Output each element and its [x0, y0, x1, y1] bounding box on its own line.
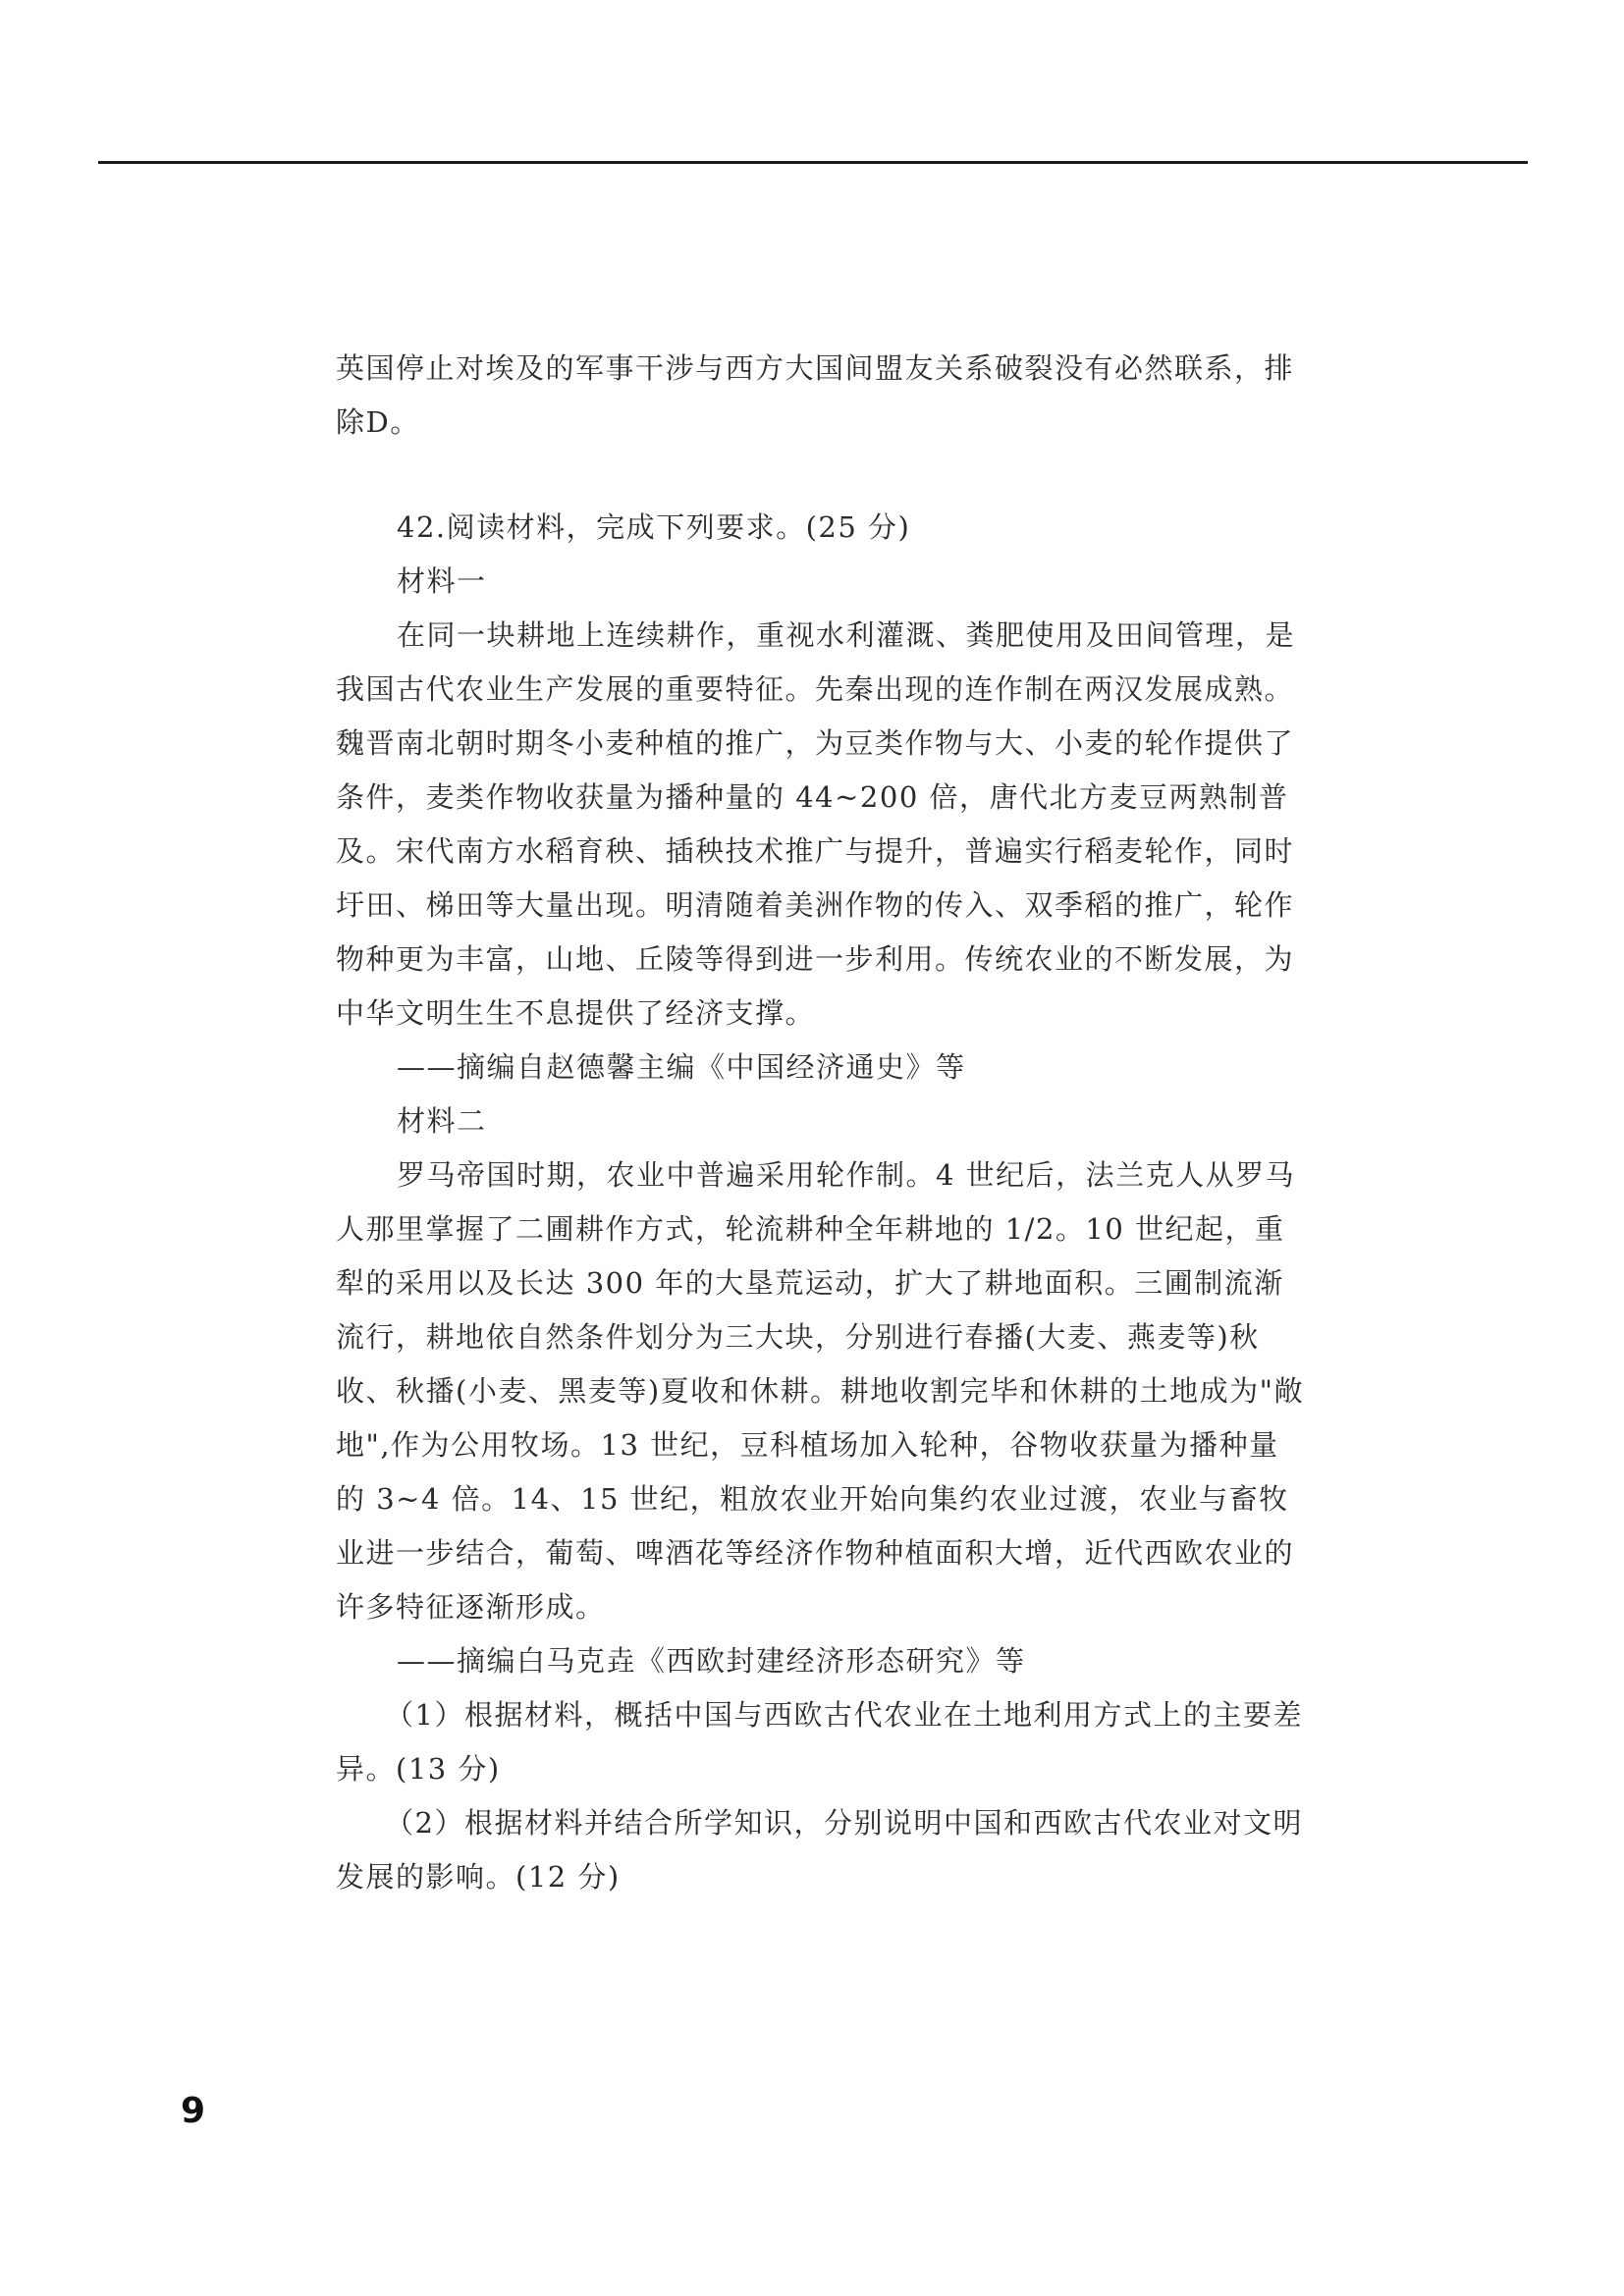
sub-question-1: （1）根据材料，概括中国与西欧古代农业在土地利用方式上的主要差异。(13 分): [336, 1698, 1303, 1786]
previous-answer-continuation: 英国停止对埃及的军事干涉与西方大国间盟友关系破裂没有必然联系，排除D。: [336, 351, 1295, 439]
material-one-label: 材料一: [397, 564, 487, 598]
material-two-body: 罗马帝国时期，农业中普遍采用轮作制。4 世纪后，法兰克人从罗马人那里掌握了二圃耕作方式，轮流耕种全年耕地的 1/2。10 世纪起，重犁的采用以及长达 300 年的大垦荒运动，扩大了耕地面积。三圃制流渐流行，耕地依自然条件划分为三大块，分别进行春播(大麦、燕麦等)秋收、秋播(小麦、黑麦等)夏收和休耕。耕地收割完毕和休耕的土地成为"敞地",作为公用牧场。13 世纪，豆科植场加入轮种，谷物收获量为播种量的 3~4 倍。14、15 世纪，粗放农业开始向集约农业过渡，农业与畜牧业进一步结合，葡萄、啤酒花等经济作物种植面积大增，近代西欧农业的许多特征逐渐形成。: [336, 1158, 1304, 1624]
sub-question-2: （2）根据材料并结合所学知识，分别说明中国和西欧古代农业对文明发展的影响。(12 分): [336, 1806, 1303, 1894]
page-number: 9: [181, 2091, 206, 2131]
question-heading: 42.阅读材料，完成下列要求。(25 分): [397, 510, 911, 544]
material-two-source: ——摘编白马克垚《西欧封建经济形态研究》等: [397, 1644, 1026, 1678]
material-one-body: 在同一块耕地上连续耕作，重视水利灌溉、粪肥使用及田间管理，是我国古代农业生产发展的重要特征。先秦出现的连作制在两汉发展成熟。魏晋南北朝时期冬小麦种植的推广，为豆类作物与大、小麦的轮作提供了条件，麦类作物收获量为播种量的 44~200 倍，唐代北方麦豆两熟制普及。宋代南方水稻育秧、插秧技术推广与提升，普遍实行稻麦轮作，同时圩田、梯田等大量出现。明清随着美洲作物的传入、双季稻的推广，轮作物种更为丰富，山地、丘陵等得到进一步利用。传统农业的不断发展，为中华文明生生不息提供了经济支撑。: [336, 618, 1296, 1030]
material-one-source: ——摘编自赵德馨主编《中国经济通史》等: [397, 1050, 966, 1084]
paragraph-gap: [336, 450, 1308, 501]
header-rule: [98, 161, 1528, 164]
document-body: [336, 342, 1308, 1904]
material-two-label: 材料二: [397, 1104, 487, 1138]
